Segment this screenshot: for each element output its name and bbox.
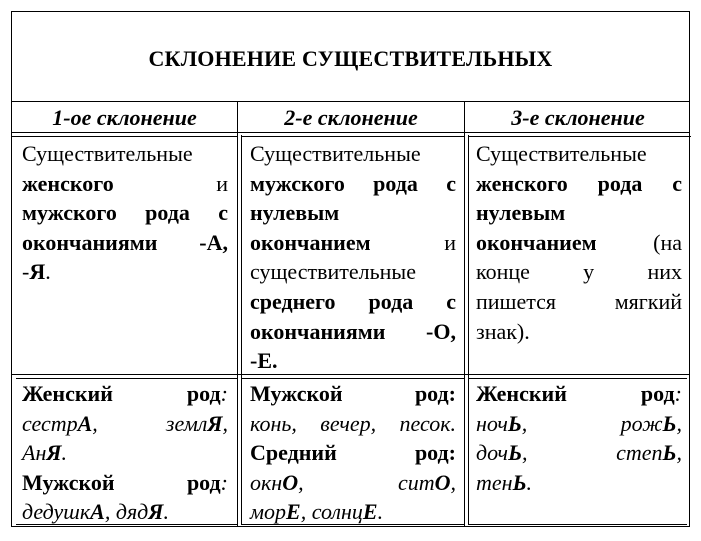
- examples-second-declension: [250, 379, 456, 527]
- example-line: Мужской род:: [22, 469, 228, 495]
- examples-third-declension: [476, 379, 682, 497]
- inner-row-line-b: [241, 136, 464, 137]
- rule-line: пишется мягкий: [476, 288, 682, 314]
- rule-second-declension: [250, 139, 456, 376]
- rule-line: существительные: [250, 259, 416, 285]
- header-first-declension: 1-ое склонение: [52, 105, 197, 130]
- header-third-declension: 3-е склонение: [511, 105, 645, 130]
- inner-divider-2: [468, 135, 469, 525]
- inner-row-line-a: [12, 136, 237, 137]
- rule-line: окончанием и: [250, 229, 456, 255]
- column-divider-2: [464, 102, 465, 526]
- rule-line: нулевым: [250, 200, 340, 226]
- example-line: Женский род:: [22, 381, 228, 406]
- rule-line: Существительные: [476, 141, 647, 166]
- example-line: Женский род:: [476, 381, 682, 406]
- rule-line: -Я.: [22, 259, 51, 285]
- example-line: АнЯ.: [22, 440, 68, 466]
- example-line: ночЬ, рожЬ,: [476, 410, 682, 436]
- example-line: конь, вечер, песок.: [250, 410, 456, 436]
- example-line: Мужской род:: [250, 381, 456, 406]
- example-line: Средний род:: [250, 440, 456, 466]
- rule-first-declension: [22, 139, 228, 287]
- rule-line: -Е.: [250, 348, 278, 374]
- rule-third-declension: [476, 139, 682, 346]
- rule-line: мужского рода с: [250, 170, 456, 196]
- rule-line: конце у них: [476, 259, 682, 285]
- rule-line: мужского рода с: [22, 200, 228, 226]
- column-divider-1: [237, 102, 238, 526]
- header-second-declension: 2-е склонение: [284, 105, 418, 130]
- rule-line: окончаниями -А,: [22, 229, 228, 255]
- rule-line: Существительные: [250, 141, 421, 166]
- rule-line: женского рода с: [476, 170, 682, 196]
- rule-line: среднего рода с: [250, 288, 456, 314]
- rule-line: женского и: [22, 170, 228, 196]
- rule-line: окончанием (на: [476, 229, 682, 255]
- inner-row-line-h: [468, 524, 687, 525]
- rule-line: знак).: [476, 318, 530, 344]
- example-line: сестрА, землЯ,: [22, 410, 228, 436]
- example-line: тенЬ.: [476, 469, 533, 495]
- inner-row-line-c: [468, 136, 691, 137]
- example-line: морЕ, солнцЕ.: [250, 499, 384, 525]
- example-line: дедушкА, дядЯ.: [22, 499, 169, 525]
- rule-line: окончаниями -О,: [250, 318, 456, 344]
- example-line: дочЬ, степЬ,: [476, 440, 682, 466]
- example-line: окнО, ситО,: [250, 469, 456, 495]
- rule-line: Существительные: [22, 141, 193, 166]
- table-title: СКЛОНЕНИЕ СУЩЕСТВИТЕЛЬНЫХ: [12, 12, 689, 102]
- inner-divider-1: [241, 135, 242, 525]
- rule-line: нулевым: [476, 200, 566, 226]
- examples-first-declension: [22, 379, 228, 527]
- declension-table: [11, 11, 690, 527]
